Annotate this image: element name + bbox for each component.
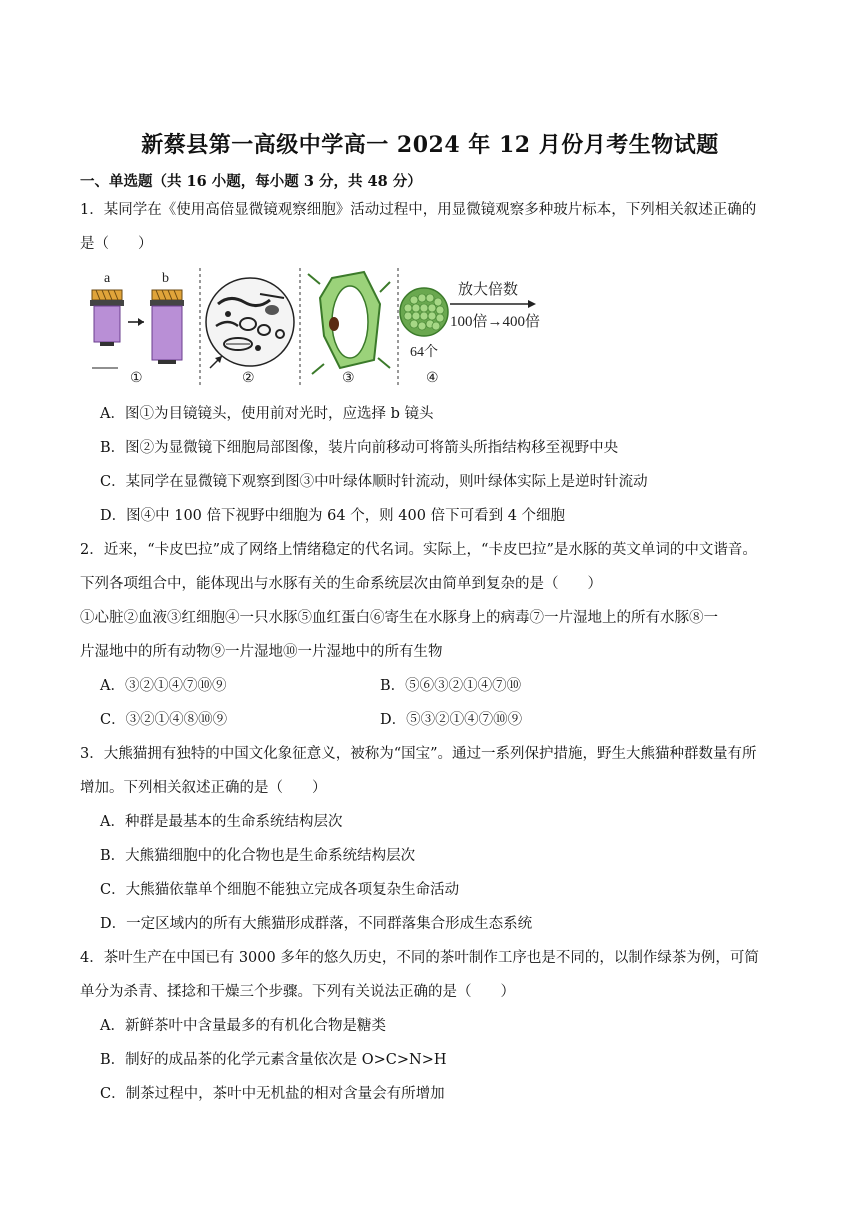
- q3-stem-line2: 增加。下列相关叙述正确的是（ ）: [80, 780, 327, 796]
- q1-option-d: D．图④中 100 倍下视野中细胞为 64 个，则 400 倍下可看到 4 个细胞: [100, 508, 566, 524]
- q2-option-b: B．⑤⑥③②①④⑦⑩: [380, 678, 522, 694]
- magnify-range-label: 100倍→400倍: [450, 314, 541, 330]
- lens-b-label: b: [162, 271, 169, 286]
- q2-stem-line1: 2．近来，“卡皮巴拉”成了网络上情绪稳定的代名词。实际上，“卡皮巴拉”是水豚的英文单词的中文谐音。: [80, 542, 757, 558]
- q2-option-a: A．③②①④⑦⑩⑨: [100, 678, 227, 694]
- q1-figure: [88, 264, 568, 390]
- caption-1: ①: [130, 371, 143, 386]
- cell-micrograph-panel: [206, 278, 294, 386]
- q3-option-b: B．大熊猫细胞中的化合物也是生命系统结构层次: [100, 848, 416, 864]
- q3-option-d: D．一定区域内的所有大熊猫形成群落，不同群落集合形成生态系统: [100, 916, 533, 932]
- lens-panel: [90, 271, 184, 386]
- exam-title: 新蔡县第一高级中学高一 2024 年 12 月份月考生物试题: [141, 132, 719, 158]
- q4-stem-line1: 4．茶叶生产在中国已有 3000 多年的悠久历史，不同的茶叶制作工序也是不同的，以制作绿茶为例，可简: [80, 950, 759, 966]
- q1-stem-line2: 是（ ）: [80, 236, 153, 252]
- caption-3: ③: [342, 371, 355, 386]
- caption-2: ②: [242, 371, 255, 386]
- q2-option-d: D．⑤③②①④⑦⑩⑨: [380, 712, 523, 728]
- magnify-label: 放大倍数: [458, 282, 519, 298]
- q1-option-c: C．某同学在显微镜下观察到图③中叶绿体顺时针流动，则叶绿体实际上是逆时针流动: [100, 474, 648, 490]
- q4-option-c: C．制茶过程中，茶叶中无机盐的相对含量会有所增加: [100, 1086, 445, 1102]
- q4-option-b: B．制好的成品茶的化学元素含量依次是 O>C>N>H: [100, 1052, 447, 1068]
- q4-stem-line2: 单分为杀青、揉捻和干燥三个步骤。下列有关说法正确的是（ ）: [80, 984, 515, 1000]
- cell-field-panel: [400, 281, 540, 386]
- plant-cell-panel: [308, 272, 390, 386]
- cells-count-label: 64个: [410, 345, 438, 360]
- q4-option-a: A．新鲜茶叶中含量最多的有机化合物是糖类: [100, 1018, 386, 1034]
- q1-option-b: B．图②为显微镜下细胞局部图像，装片向前移动可将箭头所指结构移至视野中央: [100, 440, 619, 456]
- q1-option-a: A．图①为目镜镜头，使用前对光时，应选择 b 镜头: [100, 406, 434, 422]
- q2-stem-line2: 下列各项组合中，能体现出与水豚有关的生命系统层次由简单到复杂的是（ ）: [80, 576, 602, 592]
- q2-items-line2: 片湿地中的所有动物⑨一片湿地⑩一片湿地中的所有生物: [80, 644, 443, 660]
- q1-stem-line1: 1．某同学在《使用高倍显微镜观察细胞》活动过程中，用显微镜观察多种玻片标本，下列相关叙述正确的: [80, 202, 757, 218]
- section-heading: 一、单选题（共 16 小题，每小题 3 分，共 48 分）: [80, 173, 422, 190]
- q2-option-c: C．③②①④⑧⑩⑨: [100, 712, 228, 728]
- caption-4: ④: [426, 371, 439, 386]
- q2-items-line1: ①心脏②血液③红细胞④一只水豚⑤血红蛋白⑥寄生在水豚身上的病毒⑦一片湿地上的所有水豚⑧一: [80, 610, 718, 626]
- q3-option-a: A．种群是最基本的生命系统结构层次: [100, 814, 343, 830]
- q3-stem-line1: 3．大熊猫拥有独特的中国文化象征意义，被称为“国宝”。通过一系列保护措施，野生大熊猫种群数量有所: [80, 746, 757, 762]
- lens-a-label: a: [104, 271, 111, 286]
- q3-option-c: C．大熊猫依靠单个细胞不能独立完成各项复杂生命活动: [100, 882, 460, 898]
